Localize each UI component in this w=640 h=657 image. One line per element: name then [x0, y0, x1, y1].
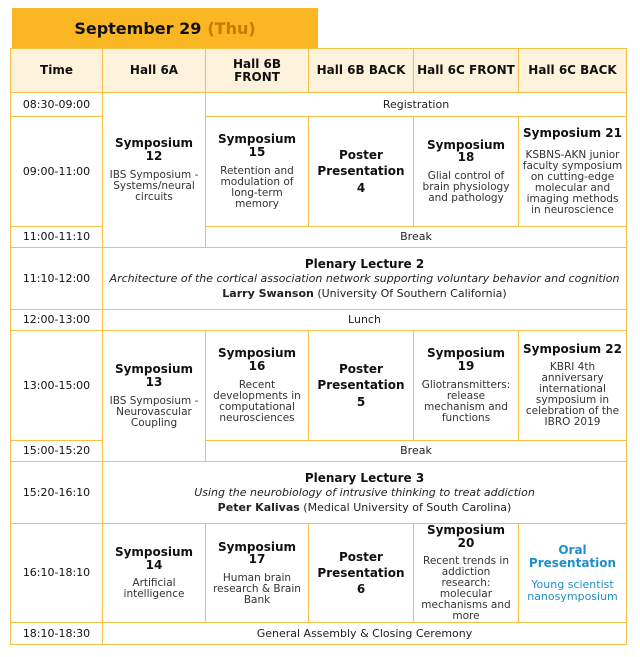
poster-line: Presentation 6 [317, 566, 405, 597]
session-symposium-14 [103, 524, 206, 623]
plenary-lecture-3 [103, 462, 627, 524]
time-cell: 11:10-12:00 [11, 248, 103, 310]
session-title: Symposium 21 [523, 126, 622, 141]
oral-desc: Young scientist nanosymposium [527, 578, 618, 603]
speaker-affiliation: (University Of Southern California) [317, 286, 507, 300]
poster-line: Presentation 5 [317, 378, 405, 409]
table-row [11, 462, 627, 524]
plenary-title: Plenary Lecture 2 [304, 256, 425, 271]
session-title: Symposium 20 [426, 523, 506, 550]
session-desc: Gliotransmitters: release mechanism and functions [421, 378, 511, 424]
session-desc: IBS Symposium - Neurovascular Coupling [109, 394, 199, 429]
session-title: Symposium 22 [523, 341, 622, 356]
session-symposium-16 [206, 331, 309, 441]
time-cell: 08:30-09:00 [11, 93, 103, 117]
poster-line: Poster [339, 362, 383, 377]
time-cell: 11:00-11:10 [11, 227, 103, 248]
session-symposium-21 [519, 117, 627, 227]
session-poster-5 [309, 331, 414, 441]
session-desc: KBRI 4th anniversary international symposium in celebration of the IBRO 2019 [525, 361, 620, 429]
session-poster-6 [309, 524, 414, 623]
session-symposium-18 [414, 117, 519, 227]
session-symposium-12 [103, 93, 206, 248]
session-title: Symposium 12 [114, 136, 194, 163]
plenary-topic: Using the neurobiology of intrusive thinking to treat addiction [194, 486, 535, 500]
time-cell: 15:20-16:10 [11, 462, 103, 524]
day-tab[interactable] [12, 8, 318, 48]
table-row [11, 248, 627, 310]
time-cell: 18:10-18:30 [11, 623, 103, 645]
speaker-affiliation: (Medical University of South Carolina) [303, 500, 512, 514]
table-row [11, 524, 627, 623]
time-cell: 09:00-11:00 [11, 117, 103, 227]
time-cell: 13:00-15:00 [11, 331, 103, 441]
speaker-name: Larry Swanson [222, 286, 314, 300]
lunch-cell: Lunch [103, 310, 627, 331]
session-symposium-17 [206, 524, 309, 623]
header-row [11, 49, 627, 93]
table-row [11, 623, 627, 645]
session-title: Symposium 19 [426, 346, 506, 373]
plenary-topic: Architecture of the cortical association network supporting voluntary behavior and cognition [109, 272, 620, 286]
session-desc: Human brain research & Brain Bank [213, 571, 301, 606]
plenary-speaker [218, 501, 512, 514]
session-desc: KSBNS-AKN junior faculty symposium on cutting-edge molecular and imaging methods in neuroscience [522, 148, 623, 216]
session-symposium-13 [103, 331, 206, 462]
session-symposium-15 [206, 117, 309, 227]
session-title: Symposium 16 [217, 346, 297, 373]
header-hall-6c-back: Hall 6C BACK [519, 49, 627, 93]
table-row [11, 310, 627, 331]
plenary-speaker [222, 287, 506, 300]
break-cell: Break [206, 227, 627, 248]
poster-line: Poster [339, 148, 383, 163]
session-desc: Recent developments in computational neurosciences [213, 378, 301, 424]
day-date: September 29 [74, 18, 202, 38]
table-row [11, 93, 627, 117]
session-title: Symposium 18 [426, 137, 506, 165]
session-desc: IBS Symposium - Systems/neural circuits [109, 168, 199, 203]
plenary-lecture-2 [103, 248, 627, 310]
session-title: Symposium 13 [114, 362, 194, 389]
plenary-title: Plenary Lecture 3 [304, 470, 425, 485]
session-oral-presentation [519, 524, 627, 623]
session-title: Symposium 15 [217, 132, 297, 159]
header-time: Time [11, 49, 103, 93]
session-poster-4 [309, 117, 414, 227]
day-weekday: (Thu) [207, 18, 256, 38]
poster-line: Poster [339, 549, 383, 564]
session-desc: Retention and modulation of long-term memory [220, 164, 294, 210]
header-hall-6b-back: Hall 6B BACK [309, 49, 414, 93]
registration-cell: Registration [206, 93, 627, 117]
session-desc: Recent trends in addiction research: molecular mechanisms and more [421, 555, 511, 623]
session-desc: Artificial intelligence [123, 577, 185, 601]
header-hall-6a: Hall 6A [103, 49, 206, 93]
closing-cell: General Assembly & Closing Ceremony [103, 623, 627, 645]
time-cell: 12:00-13:00 [11, 310, 103, 331]
session-desc: Glial control of brain physiology and pathology [422, 170, 510, 205]
poster-line: Presentation 4 [317, 164, 405, 195]
time-cell: 15:00-15:20 [11, 441, 103, 462]
session-title: Symposium 17 [217, 539, 297, 567]
header-hall-6b-front: Hall 6B FRONT [206, 49, 309, 93]
session-symposium-22 [519, 331, 627, 441]
schedule-table [10, 48, 627, 645]
session-symposium-20 [414, 524, 519, 623]
break-cell: Break [206, 441, 627, 462]
speaker-name: Peter Kalivas [217, 500, 300, 514]
session-title: Symposium 14 [114, 545, 194, 572]
oral-title: Oral Presentation [528, 543, 617, 570]
table-row [11, 331, 627, 441]
session-symposium-19 [414, 331, 519, 441]
header-hall-6c-front: Hall 6C FRONT [414, 49, 519, 93]
time-cell: 16:10-18:10 [11, 524, 103, 623]
